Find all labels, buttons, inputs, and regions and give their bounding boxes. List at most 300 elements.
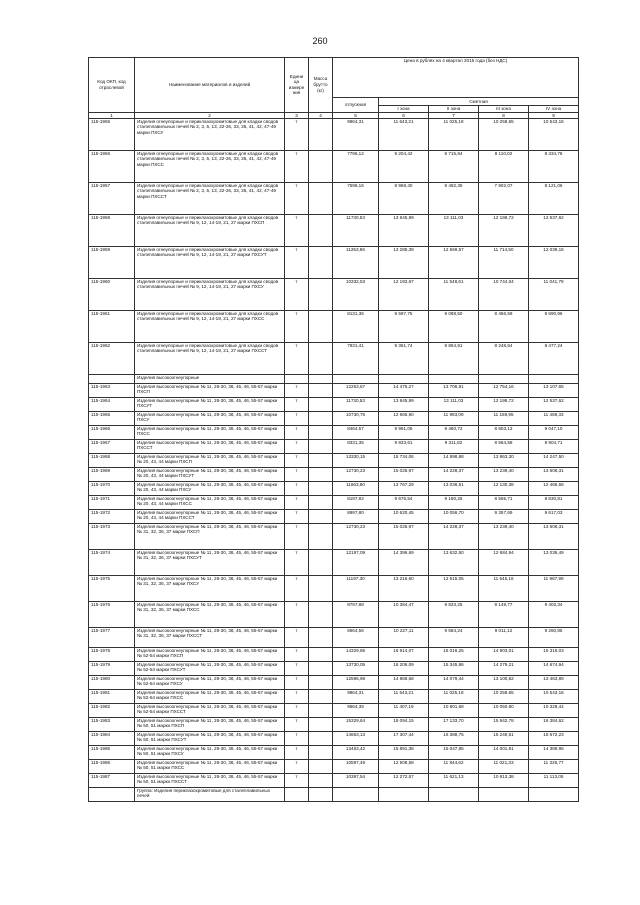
cell-mass [309, 745, 333, 759]
cell-zone-2-price: 9 311,82 [429, 439, 479, 453]
cell-unit: т [285, 575, 309, 601]
table-header [89, 58, 579, 119]
cell-zone-2-price: 11 621,13 [429, 773, 479, 787]
cell-zone-3-price: 9 149,77 [479, 601, 529, 627]
cell-unit: т [285, 647, 309, 661]
cell-code: 115-1976 [89, 601, 135, 627]
cell-name: Изделия высокоогнеупорные № 11, 28-30, 38, 45, 46, 55-57 марки ПХССТ [135, 439, 285, 453]
cell-zone-4-price: 8 121,06 [529, 182, 579, 214]
cell-unit: т [285, 246, 309, 278]
cell-mass [309, 481, 333, 495]
cell-unit: т [285, 342, 309, 374]
table-row [89, 214, 579, 246]
cell-name: Изделия высокоогнеупорные № 11, 28-30, 38, 45, 46, 55-57 марки № 50, 51 марки ПХССТ [135, 773, 285, 787]
cell-name: Изделия высокоогнеупорные № 11, 28-30, 38, 45, 46, 55-57 марки № 20, 43, 44 марки ПХСП [135, 453, 285, 467]
table-row [89, 773, 579, 787]
cell-zone-3-price: 12 198,72 [479, 214, 529, 246]
cell-unit: т [285, 689, 309, 703]
cell-code: 115-1961 [89, 310, 135, 342]
cell-mass [309, 703, 333, 717]
cell-unit: т [285, 467, 309, 481]
cell-zone-1-price: 9 833,61 [379, 439, 429, 453]
header-mass: Масса брутто (кг) [309, 58, 333, 113]
price-table [88, 57, 579, 802]
cell-code: 115-1984 [89, 731, 135, 745]
cell-zone-3-price: 8 110,02 [479, 150, 529, 182]
cell-zone-1-price: 12 508,58 [379, 759, 429, 773]
cell-zone-2-price: 10 056,70 [429, 509, 479, 523]
cell-name: Изделия высокоогнеупорные № 11, 28-30, 38, 45, 46, 55-57 марки № 50, 51 марки ПХСС [135, 759, 285, 773]
header-zone-2: II зона [429, 106, 479, 113]
cell-zone-3-price: 10 258,65 [479, 118, 529, 150]
cell-zone-1-price: 9 361,74 [379, 342, 429, 374]
cell-mass [309, 310, 333, 342]
cell-code: 115-1981 [89, 689, 135, 703]
cell-mass [309, 509, 333, 523]
cell-zone-1-price [379, 787, 429, 801]
cell-release-price: 12596,98 [333, 675, 379, 689]
cell-zone-2-price: 13 111,03 [429, 397, 479, 411]
cell-zone-2-price: 13 706,91 [429, 383, 479, 397]
cell-zone-2-price: 11 548,61 [429, 278, 479, 310]
cell-unit: т [285, 383, 309, 397]
cell-code: 115-1987 [89, 773, 135, 787]
cell-zone-3-price: 10 813,38 [479, 773, 529, 787]
cell-name: Изделия огнеупорные и периклазохромитовые для кладки сводов сталеплавильных печей № 2, 3, 5, 13, 22-26, 33, 35, 41, 42, 47-49 марки ПХССТ [135, 182, 285, 214]
cell-name: Изделия высокоогнеупорные № 11, 28-30, 38, 45, 46, 55-57 марки ПХСП [135, 383, 285, 397]
cell-mass [309, 342, 333, 374]
header-zone-4: IV зона [529, 106, 579, 113]
cell-code [89, 374, 135, 383]
cell-zone-1-price [379, 374, 429, 383]
cell-zone-4-price: 11 041,79 [529, 278, 579, 310]
cell-release-price: 8997,80 [333, 509, 379, 523]
cell-zone-4-price: 10 329,44 [529, 703, 579, 717]
cell-zone-4-price: 15 316,03 [529, 647, 579, 661]
cell-zone-4-price: 8 334,78 [529, 150, 579, 182]
cell-zone-4-price: 9 403,34 [529, 601, 579, 627]
cell-zone-1-price: 17 307,44 [379, 731, 429, 745]
cell-code: 115-1985 [89, 745, 135, 759]
column-number: 7 [429, 112, 479, 118]
cell-zone-2-price: 14 228,37 [429, 467, 479, 481]
cell-zone-3-price: 14 279,21 [479, 661, 529, 675]
cell-release-price: 14329,86 [333, 647, 379, 661]
cell-release-price: 13330,15 [333, 453, 379, 467]
cell-unit: т [285, 397, 309, 411]
cell-zone-1-price: 12 193,67 [379, 278, 429, 310]
cell-name: Изделия высокоогнеупорные № 11, 28-30, 38, 45, 46, 55-57 марки № 31, 32, 36, 37 марки ПХСУТ [135, 549, 285, 575]
cell-zone-1-price: 9 676,54 [379, 495, 429, 509]
cell-zone-3-price: 8 803,13 [479, 425, 529, 439]
table-row [89, 495, 579, 509]
cell-zone-1-price: 16 914,07 [379, 647, 429, 661]
cell-zone-2-price: 13 632,50 [429, 549, 479, 575]
cell-zone-3-price: 13 239,40 [479, 467, 529, 481]
header-name: Наименование материалов и изделий [135, 58, 285, 113]
cell-code: 115-1955 [89, 118, 135, 150]
cell-name: Изделия высокоогнеупорные № 11, 28-30, 38, 45, 46, 55-57 марки № 52-54 марки ПХСП [135, 647, 285, 661]
table-row [89, 425, 579, 439]
column-number: 1 [89, 112, 135, 118]
cell-zone-2-price: 12 515,05 [429, 575, 479, 601]
cell-mass [309, 575, 333, 601]
cell-unit: т [285, 523, 309, 549]
cell-zone-1-price: 11 407,19 [379, 703, 429, 717]
cell-zone-4-price [529, 787, 579, 801]
cell-mass [309, 425, 333, 439]
column-number: 5 [333, 112, 379, 118]
cell-mass [309, 675, 333, 689]
table-row [89, 759, 579, 773]
cell-zone-2-price: 17 133,70 [429, 717, 479, 731]
cell-zone-2-price: 14 228,37 [429, 523, 479, 549]
cell-zone-1-price: 11 643,21 [379, 689, 429, 703]
header-release-price: отпускная [333, 98, 379, 113]
cell-release-price: 11197,30 [333, 575, 379, 601]
cell-release-price: 11663,80 [333, 481, 379, 495]
cell-zone-4-price: 9 047,10 [529, 425, 579, 439]
cell-zone-2-price: 11 025,18 [429, 118, 479, 150]
cell-zone-1-price: 13 216,60 [379, 575, 429, 601]
cell-zone-3-price: 12 130,38 [479, 481, 529, 495]
column-number: 3 [285, 112, 309, 118]
cell-zone-3-price: 7 902,07 [479, 182, 529, 214]
cell-name: Изделия огнеупорные и периклазохромитовые для кладки сводов сталеплавильных печей № 9, 12, 14-19, 21, 27 марки ПХСП [135, 214, 285, 246]
cell-code: 115-1963 [89, 383, 135, 397]
table-row [89, 182, 579, 214]
cell-unit: т [285, 745, 309, 759]
cell-zone-3-price: 14 903,01 [479, 647, 529, 661]
page-number: 260 [312, 36, 328, 46]
cell-mass [309, 601, 333, 627]
cell-zone-4-price: 11 113,05 [529, 773, 579, 787]
cell-zone-2-price: 14 898,88 [429, 453, 479, 467]
cell-unit [285, 787, 309, 801]
cell-zone-2-price: 10 801,68 [429, 703, 479, 717]
table-row [89, 397, 579, 411]
cell-release-price: 11253,86 [333, 246, 379, 278]
cell-zone-2-price: 9 180,26 [429, 495, 479, 509]
cell-code: 115-1956 [89, 150, 135, 182]
cell-zone-4-price: 14 389,96 [529, 745, 579, 759]
cell-zone-3-price: 15 942,78 [479, 717, 529, 731]
cell-zone-3-price: 13 100,82 [479, 675, 529, 689]
cell-zone-3-price [479, 787, 529, 801]
cell-code: 115-1971 [89, 495, 135, 509]
cell-zone-3-price: 8 248,64 [479, 342, 529, 374]
cell-zone-1-price: 15 025,97 [379, 523, 429, 549]
cell-mass [309, 787, 333, 801]
table-row [89, 150, 579, 182]
cell-code: 115-1975 [89, 575, 135, 601]
cell-zone-2-price: 8 864,91 [429, 342, 479, 374]
cell-unit: т [285, 627, 309, 647]
cell-code: 115-1958 [89, 214, 135, 246]
cell-code: 115-1973 [89, 523, 135, 549]
cell-name: Изделия высокоогнеупорные № 11, 28-30, 38, 45, 46, 55-57 марки № 52-54 марки ПХСУ [135, 675, 285, 689]
cell-zone-2-price: 13 111,03 [429, 214, 479, 246]
cell-release-price: 8131,36 [333, 310, 379, 342]
cell-zone-4-price: 13 463,89 [529, 675, 579, 689]
cell-zone-4-price: 8 830,81 [529, 495, 579, 509]
cell-unit: т [285, 717, 309, 731]
table-row [89, 453, 579, 467]
cell-zone-2-price: 9 684,24 [429, 627, 479, 647]
cell-name: Изделия огнеупорные и периклазохромитовые для кладки сводов сталеплавильных печей № 2, 3, 5, 13, 22-26, 33, 35, 41, 42, 47-49 марки ПХСУ [135, 118, 285, 150]
cell-zone-2-price: 8 715,84 [429, 150, 479, 182]
cell-zone-4-price: 9 260,85 [529, 627, 579, 647]
cell-mass [309, 689, 333, 703]
cell-zone-1-price: 12 272,57 [379, 773, 429, 787]
cell-zone-2-price: 14 079,44 [429, 675, 479, 689]
cell-code: 115-1974 [89, 549, 135, 575]
cell-zone-2-price: 12 569,57 [429, 246, 479, 278]
cell-zone-2-price: 16 016,25 [429, 647, 479, 661]
cell-name: Изделия огнеупорные и периклазохромитовые для кладки сводов сталеплавильных печей № 2, 3, 5, 13, 22-26, 33, 35, 41, 42, 47-49 марки ПХСС [135, 150, 285, 182]
cell-code: 115-1982 [89, 703, 135, 717]
cell-code: 115-1964 [89, 397, 135, 411]
cell-zone-1-price: 10 384,47 [379, 601, 429, 627]
cell-code: 115-1983 [89, 717, 135, 731]
table-row [89, 661, 579, 675]
cell-mass [309, 453, 333, 467]
cell-mass [309, 374, 333, 383]
cell-release-price: 12730,23 [333, 523, 379, 549]
cell-name: Изделия высокоогнеупорные № 11, 28-30, 38, 45, 46, 55-57 марки № 52-54 марки ПХССТ [135, 703, 285, 717]
cell-unit: т [285, 549, 309, 575]
cell-mass [309, 627, 333, 647]
cell-unit [285, 374, 309, 383]
table-row [89, 310, 579, 342]
cell-zone-3-price: 9 011,12 [479, 627, 529, 647]
cell-zone-4-price: 11 469,33 [529, 411, 579, 425]
cell-unit: т [285, 675, 309, 689]
cell-zone-3-price: 8 664,58 [479, 439, 529, 453]
cell-zone-1-price: 10 227,11 [379, 627, 429, 647]
cell-zone-2-price: 8 492,35 [429, 182, 479, 214]
cell-name: Изделия высокоогнеупорные № 11, 28-30, 38, 45, 46, 55-57 марки № 50, 51 марки ПХСУ [135, 745, 285, 759]
cell-zone-4-price [529, 374, 579, 383]
header-zone-3: III зона [479, 106, 529, 113]
cell-zone-3-price: 11 159,95 [479, 411, 529, 425]
cell-zone-4-price: 16 384,62 [529, 717, 579, 731]
cell-zone-3-price: 13 863,30 [479, 453, 529, 467]
cell-unit: т [285, 731, 309, 745]
cell-unit: т [285, 439, 309, 453]
cell-zone-4-price: 11 967,99 [529, 575, 579, 601]
cell-zone-4-price: 8 477,24 [529, 342, 579, 374]
cell-name: Изделия огнеупорные и периклазохромитовые для кладки сводов сталеплавильных печей № 9, 12, 14-19, 21, 27 марки ПХССТ [135, 342, 285, 374]
cell-release-price: 9664,39 [333, 703, 379, 717]
cell-name: Изделия высокоогнеупорные № 11, 28-30, 38, 45, 46, 55-57 марки № 31, 32, 36, 37 марки ПХСП [135, 523, 285, 549]
cell-name: Изделия высокоогнеупорные № 11, 28-30, 38, 45, 46, 55-57 марки ПХСС [135, 425, 285, 439]
cell-zone-3-price: 11 645,16 [479, 575, 529, 601]
cell-zone-4-price: 12 466,56 [529, 481, 579, 495]
cell-zone-1-price: 15 025,97 [379, 467, 429, 481]
cell-zone-4-price: 10 543,16 [529, 689, 579, 703]
cell-release-price: 12263,67 [333, 383, 379, 397]
cell-release-price: 10332,53 [333, 278, 379, 310]
cell-code: 115-1970 [89, 481, 135, 495]
cell-code: 115-1979 [89, 661, 135, 675]
cell-unit: т [285, 182, 309, 214]
table-row [89, 523, 579, 549]
cell-zone-1-price: 12 665,90 [379, 411, 429, 425]
cell-zone-1-price: 14 396,69 [379, 549, 429, 575]
cell-code: 115-1980 [89, 675, 135, 689]
cell-release-price: 11730,53 [333, 214, 379, 246]
cell-zone-4-price: 10 543,16 [529, 118, 579, 150]
table-row [89, 627, 579, 647]
cell-unit: т [285, 661, 309, 675]
cell-zone-4-price: 13 107,65 [529, 383, 579, 397]
cell-unit: т [285, 481, 309, 495]
table-row [89, 689, 579, 703]
cell-release-price: 9864,31 [333, 118, 379, 150]
cell-zone-2-price: 9 088,50 [429, 310, 479, 342]
cell-mass [309, 549, 333, 575]
column-number: 9 [529, 112, 579, 118]
cell-name: Изделия высокоогнеупорные № 11, 28-30, 38, 45, 46, 55-57 марки № 20, 43, 44 марки ПХСС [135, 495, 285, 509]
cell-zone-3-price: 8 456,59 [479, 310, 529, 342]
cell-name: Изделия высокоогнеупорные № 11, 28-30, 38, 45, 46, 55-57 марки № 20, 43, 44 марки ПХСУТ [135, 467, 285, 481]
cell-zone-1-price: 14 868,68 [379, 675, 429, 689]
cell-zone-2-price: 11 993,09 [429, 411, 479, 425]
cell-zone-4-price: 14 674,94 [529, 661, 579, 675]
cell-code: 115-1967 [89, 439, 135, 453]
cell-zone-3-price: 14 001,91 [479, 745, 529, 759]
table-row [89, 731, 579, 745]
cell-name: Изделия огнеупорные и периклазохромитовые для кладки сводов сталеплавильных печей № 9, 12, 14-19, 21, 27 марки ПХСУ [135, 278, 285, 310]
cell-unit: т [285, 453, 309, 467]
cell-zone-4-price: 13 606,31 [529, 523, 579, 549]
cell-zone-2-price [429, 374, 479, 383]
cell-zone-1-price: 9 597,75 [379, 310, 429, 342]
cell-name: Изделия высокоогнеупорные № 11, 28-30, 38, 45, 46, 55-57 марки ПХСУ [135, 411, 285, 425]
cell-zone-4-price: 14 247,50 [529, 453, 579, 467]
cell-release-price [333, 374, 379, 383]
cell-zone-1-price: 10 620,45 [379, 509, 429, 523]
cell-zone-3-price: 11 714,50 [479, 246, 529, 278]
cell-code: 115-1957 [89, 182, 135, 214]
cell-name: Изделия высокоогнеупорные № 11, 28-30, 38, 45, 46, 55-57 марки № 52-54 марки ПХСС [135, 689, 285, 703]
cell-zone-1-price: 13 767,29 [379, 481, 429, 495]
column-number: 2 [135, 112, 285, 118]
table-row [89, 601, 579, 627]
cell-release-price: 8331,35 [333, 439, 379, 453]
cell-mass [309, 118, 333, 150]
cell-zone-1-price: 15 891,38 [379, 745, 429, 759]
table-row [89, 509, 579, 523]
cell-code: 115-1978 [89, 647, 135, 661]
cell-mass [309, 383, 333, 397]
cell-zone-2-price: 16 388,75 [429, 731, 479, 745]
cell-unit: т [285, 310, 309, 342]
cell-unit: т [285, 495, 309, 509]
cell-zone-1-price: 9 991,05 [379, 425, 429, 439]
table-row [89, 549, 579, 575]
cell-zone-4-price: 8 904,71 [529, 439, 579, 453]
cell-name: Изделия высокоогнеупорные № 11, 28-30, 38, 45, 46, 55-57 марки № 52-54 марки ПХСУТ [135, 661, 285, 675]
cell-zone-4-price: 13 036,49 [529, 549, 579, 575]
cell-release-price: 8797,88 [333, 601, 379, 627]
cell-zone-4-price: 9 617,03 [529, 509, 579, 523]
cell-mass [309, 246, 333, 278]
cell-unit: т [285, 118, 309, 150]
column-number: 6 [379, 112, 429, 118]
table-row [89, 383, 579, 397]
cell-zone-1-price: 18 094,15 [379, 717, 429, 731]
cell-release-price: 12730,23 [333, 467, 379, 481]
table-row [89, 675, 579, 689]
cell-code: 115-1966 [89, 425, 135, 439]
cell-mass [309, 182, 333, 214]
header-estimate-price: Сметная [379, 98, 579, 106]
cell-mass [309, 661, 333, 675]
cell-name: Группа: Изделия периклазохромитовые для сталеплавильных печей [135, 787, 285, 801]
header-price-group: Цена в рублях на 4 квартал 2015 года (без НДС) [333, 58, 579, 98]
table-row [89, 481, 579, 495]
cell-zone-1-price: 13 285,39 [379, 246, 429, 278]
cell-unit: т [285, 425, 309, 439]
cell-code: 115-1965 [89, 411, 135, 425]
cell-release-price: 8197,92 [333, 495, 379, 509]
table-row [89, 118, 579, 150]
cell-name: Изделия высокоогнеупорные № 11, 28-30, 38, 45, 46, 55-57 марки № 50, 51 марки ПХСУТ [135, 731, 285, 745]
cell-zone-1-price: 8 968,40 [379, 182, 429, 214]
cell-zone-4-price: 12 537,62 [529, 214, 579, 246]
cell-unit: т [285, 759, 309, 773]
cell-zone-3-price [479, 374, 529, 383]
cell-mass [309, 647, 333, 661]
cell-name: Изделия высокоогнеупорные № 11, 28-30, 38, 45, 46, 55-57 марки № 20, 43, 44 марки ПХССТ [135, 509, 285, 523]
cell-zone-2-price: 11 025,18 [429, 689, 479, 703]
cell-zone-3-price: 9 357,69 [479, 509, 529, 523]
cell-mass [309, 397, 333, 411]
cell-zone-4-price: 13 606,31 [529, 467, 579, 481]
cell-zone-1-price: 15 734,06 [379, 453, 429, 467]
cell-release-price: 10397,54 [333, 773, 379, 787]
cell-unit: т [285, 601, 309, 627]
cell-mass [309, 523, 333, 549]
cell-mass [309, 150, 333, 182]
cell-mass [309, 495, 333, 509]
table-row [89, 411, 579, 425]
table-body [89, 118, 579, 801]
cell-zone-1-price: 11 643,21 [379, 118, 429, 150]
cell-name: Изделия высокоогнеупорные № 11, 28-30, 38, 45, 46, 55-57 марки № 20, 43, 44 марки ПХСУ [135, 481, 285, 495]
cell-zone-2-price: 9 460,72 [429, 425, 479, 439]
cell-release-price: 7796,12 [333, 150, 379, 182]
cell-unit: т [285, 214, 309, 246]
cell-zone-2-price: 15 047,85 [429, 745, 479, 759]
table-row [89, 745, 579, 759]
table-row [89, 467, 579, 481]
cell-name: Изделия огнеупорные и периклазохромитовые для кладки сводов сталеплавильных печей № 9, 12, 14-19, 21, 27 марки ПХСУТ [135, 246, 285, 278]
cell-zone-4-price: 12 039,16 [529, 246, 579, 278]
cell-release-price: 10730,76 [333, 411, 379, 425]
cell-unit: т [285, 411, 309, 425]
column-number: 8 [479, 112, 529, 118]
cell-code: 115-1962 [89, 342, 135, 374]
cell-mass [309, 411, 333, 425]
header-unit: Едини ца измере ния [285, 58, 309, 113]
cell-zone-3-price: 13 239,40 [479, 523, 529, 549]
cell-zone-3-price: 10 744,04 [479, 278, 529, 310]
cell-zone-3-price: 11 021,33 [479, 759, 529, 773]
cell-zone-1-price: 16 206,09 [379, 661, 429, 675]
